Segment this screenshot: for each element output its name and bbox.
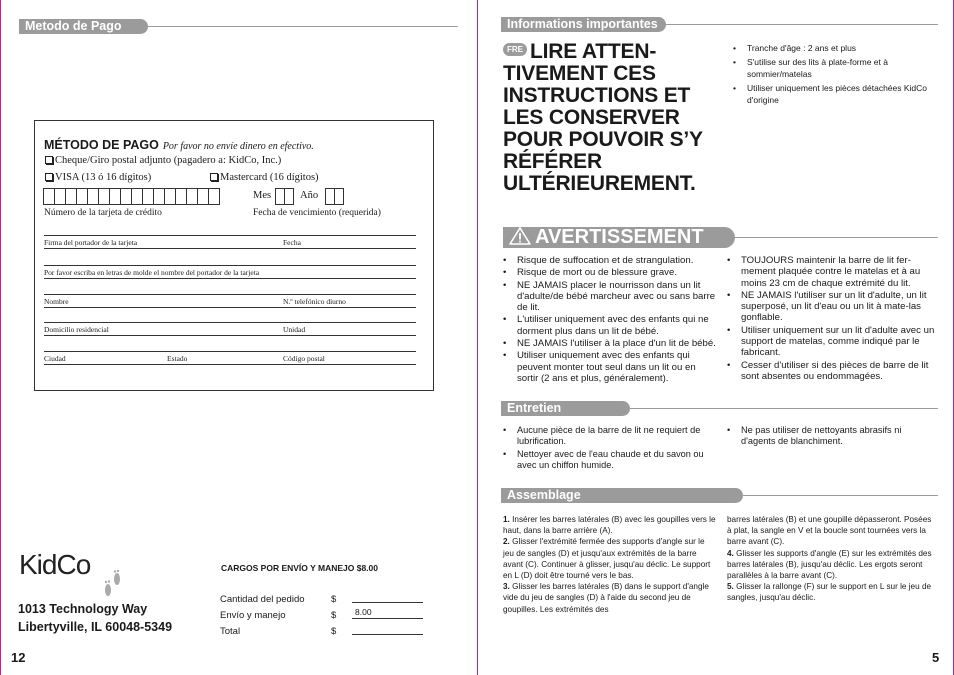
step-3: 3. Glisser les barres latérales (B) dans le support d'angle vide du jeu de sangles (D) à l'aide du second jeu de goupilles. Les extrémités des <box>503 582 709 614</box>
month-label: Mes <box>253 190 272 201</box>
expiry-label: Fecha de vencimiento (requerida) <box>253 208 381 218</box>
currency-symbol: $ <box>331 626 337 637</box>
assembly-steps-col1 <box>503 514 716 615</box>
list-item: • Risque de suffocation et de strangulation. <box>503 255 718 266</box>
step-2: 2. Glisser l'extrémité fermée des supports d'angle sur le jeu de sangles (D) et jusqu'aux extrémités de la barre avant (C). Continuer à glisser, jusqu'au déclic. Le support en L (D) doit être tourné vers le bas. <box>503 537 711 581</box>
list-item: • Ne pas utiliser de nettoyants abrasifs ni d'agents de blanchiment. <box>727 425 937 448</box>
print-name-label: Por favor escriba en letras de molde el nombre del portador de la tarjeta <box>44 268 260 277</box>
header-rule <box>735 237 938 238</box>
assembly-steps-col2 <box>727 514 938 604</box>
signature-label: Firma del portador de la tarjeta <box>44 238 138 247</box>
list-item: • TOUJOURS maintenir la barre de lit fer-mement plaquée contre le matelas et à au moins 23 cm de chaque extrémité du lit. <box>727 255 937 289</box>
year-boxes[interactable] <box>326 188 344 205</box>
year-label: Año <box>300 190 319 201</box>
rule <box>44 278 416 279</box>
address-line[interactable] <box>44 322 416 323</box>
section-header-entretien: Entretien <box>501 401 630 416</box>
list-item: • L'utiliser uniquement avec des enfants qui ne dorment plus dans un lit de bébé. <box>503 314 718 337</box>
form-title: MÉTODO DE PAGO Por favor no envíe dinero en efectivo. <box>44 138 314 152</box>
name-label: Nombre <box>44 297 69 306</box>
shipping-label: Envío y manejo <box>220 610 286 621</box>
header-rule <box>148 26 458 27</box>
card-number-boxes[interactable] <box>44 188 220 205</box>
state-label: Estado <box>167 354 188 363</box>
visa-checkbox[interactable] <box>45 173 53 181</box>
mastercard-checkbox[interactable] <box>210 173 218 181</box>
list-item: • Aucune pièce de la barre de lit ne requiert de lubrification. <box>503 425 721 448</box>
list-item: • Tranche d'âge : 2 ans et plus <box>733 42 933 54</box>
name-line[interactable] <box>44 294 416 295</box>
rule <box>44 335 416 336</box>
footprints-icon <box>100 568 124 600</box>
warning-header: AVERTISSEMENT <box>503 227 735 248</box>
step-1: 1. Insérer les barres latérales (B) avec les goupilles vers le haut, dans la barre arrière (A). <box>503 515 716 536</box>
header-rule <box>743 495 938 496</box>
currency-symbol: $ <box>331 594 337 605</box>
print-name-line[interactable] <box>44 265 416 266</box>
phone-label: N.º telefónico diurno <box>283 297 346 306</box>
warning-triangle-icon <box>509 227 531 245</box>
rule <box>44 248 416 249</box>
kidco-logo: KidCo <box>19 549 91 580</box>
city-label: Ciudad <box>44 354 66 363</box>
cheque-checkbox[interactable] <box>45 156 53 164</box>
month-boxes[interactable] <box>276 188 294 205</box>
page-border <box>0 0 1 675</box>
rule <box>44 307 416 308</box>
main-title: LIRE ATTEN-TIVEMENT CES INSTRUCTIONS ET LES CONSERVER POUR POUVOIR S’Y RÉFÉRER ULTÉRIEUREMENT. <box>503 40 703 195</box>
section-header-metodo-de-pago: Metodo de Pago <box>19 19 148 34</box>
visa-option[interactable]: VISA (13 ó 16 dígitos) <box>45 172 151 183</box>
step-3-continued: barres latérales (B) et une goupille dépasseront. Posées à plat, la sangle en V et la boucle sont tournées vers la barre avant (C). <box>727 515 932 547</box>
list-item: • Cesser d'utiliser si des pièces de barre de lit sont absentes ou endommagées. <box>727 360 937 383</box>
list-item: • S'utilise sur des lits à plate-forme et à sommier/matelas <box>733 56 933 80</box>
list-item: • Risque de mort ou de blessure grave. <box>503 267 718 278</box>
page-number: 5 <box>932 650 940 665</box>
list-item: • Utiliser uniquement avec des enfants qui peuvent monter tout seul dans un lit ou en sortir (2 ans et plus, généralement). <box>503 350 718 384</box>
info-bullets <box>733 42 933 108</box>
warnings-col1 <box>503 255 718 385</box>
card-number-label: Número de la tarjeta de crédito <box>44 208 162 218</box>
step-5: 5. Glisser la rallonge (F) sur le support en L sur le jeu de sangles, jusqu'au déclic. <box>727 582 932 603</box>
page-number: 12 <box>11 650 26 665</box>
cheque-option[interactable]: Cheque/Giro postal adjunto (pagadero a: KidCo, Inc.) <box>45 155 281 166</box>
city-line[interactable] <box>44 351 416 352</box>
header-rule <box>666 24 938 25</box>
currency-symbol: $ <box>331 610 337 621</box>
total-label: Total <box>220 626 241 637</box>
entretien-col1 <box>503 425 721 472</box>
language-badge: FRE <box>503 43 527 56</box>
mastercard-option[interactable]: Mastercard (16 dígitos) <box>210 172 319 183</box>
rule <box>44 364 416 365</box>
entretien-col2 <box>727 425 937 449</box>
list-item: • Utiliser uniquement les pièces détachées KidCo d'origine <box>733 82 933 106</box>
section-header-assemblage: Assemblage <box>501 488 743 503</box>
list-item: • Utiliser uniquement sur un lit d'adulte avec un support de matelas, comme indiqué par le fabricant. <box>727 325 937 359</box>
step-4: 4. Glisser les supports d'angle (E) sur les extrémités des barres latérales (B), jusqu'au déclic. Les ergots seront parallèles à la barre avant (C). <box>727 548 932 581</box>
warnings-col2 <box>727 255 937 383</box>
date-label: Fecha <box>283 238 301 247</box>
subtotal-line[interactable] <box>352 602 423 603</box>
subtotal-label: Cantidad del pedido <box>220 594 305 605</box>
company-address: 1013 Technology Way Libertyville, IL 60048-5349 <box>18 602 173 634</box>
total-line[interactable] <box>352 634 423 635</box>
unit-label: Unidad <box>283 325 306 334</box>
section-header-informations: Informations importantes <box>501 17 666 32</box>
address-label: Domicilio residencial <box>44 325 109 334</box>
charges-title: CARGOS POR ENVÍO Y MANEJO $8.00 <box>221 563 378 573</box>
list-item: • NE JAMAIS l'utiliser sur un lit d'adulte, un lit superposé, un lit d'eau ou un lit à mate-las gonflable. <box>727 290 937 324</box>
list-item: • NE JAMAIS placer le nourrisson dans un lit d'adulte/de bébé marcheur avec ou sans barre de lit. <box>503 280 718 314</box>
shipping-line <box>352 618 423 619</box>
signature-line[interactable] <box>44 235 416 236</box>
list-item: • Nettoyer avec de l'eau chaude et du savon ou avec un chiffon humide. <box>503 449 721 472</box>
page-divider <box>477 0 478 675</box>
shipping-value: 8.00 <box>355 607 372 617</box>
zip-label: Código postal <box>283 354 325 363</box>
list-item: • NE JAMAIS l'utiliser à la place d'un lit de bébé. <box>503 338 718 349</box>
header-rule <box>630 408 938 409</box>
